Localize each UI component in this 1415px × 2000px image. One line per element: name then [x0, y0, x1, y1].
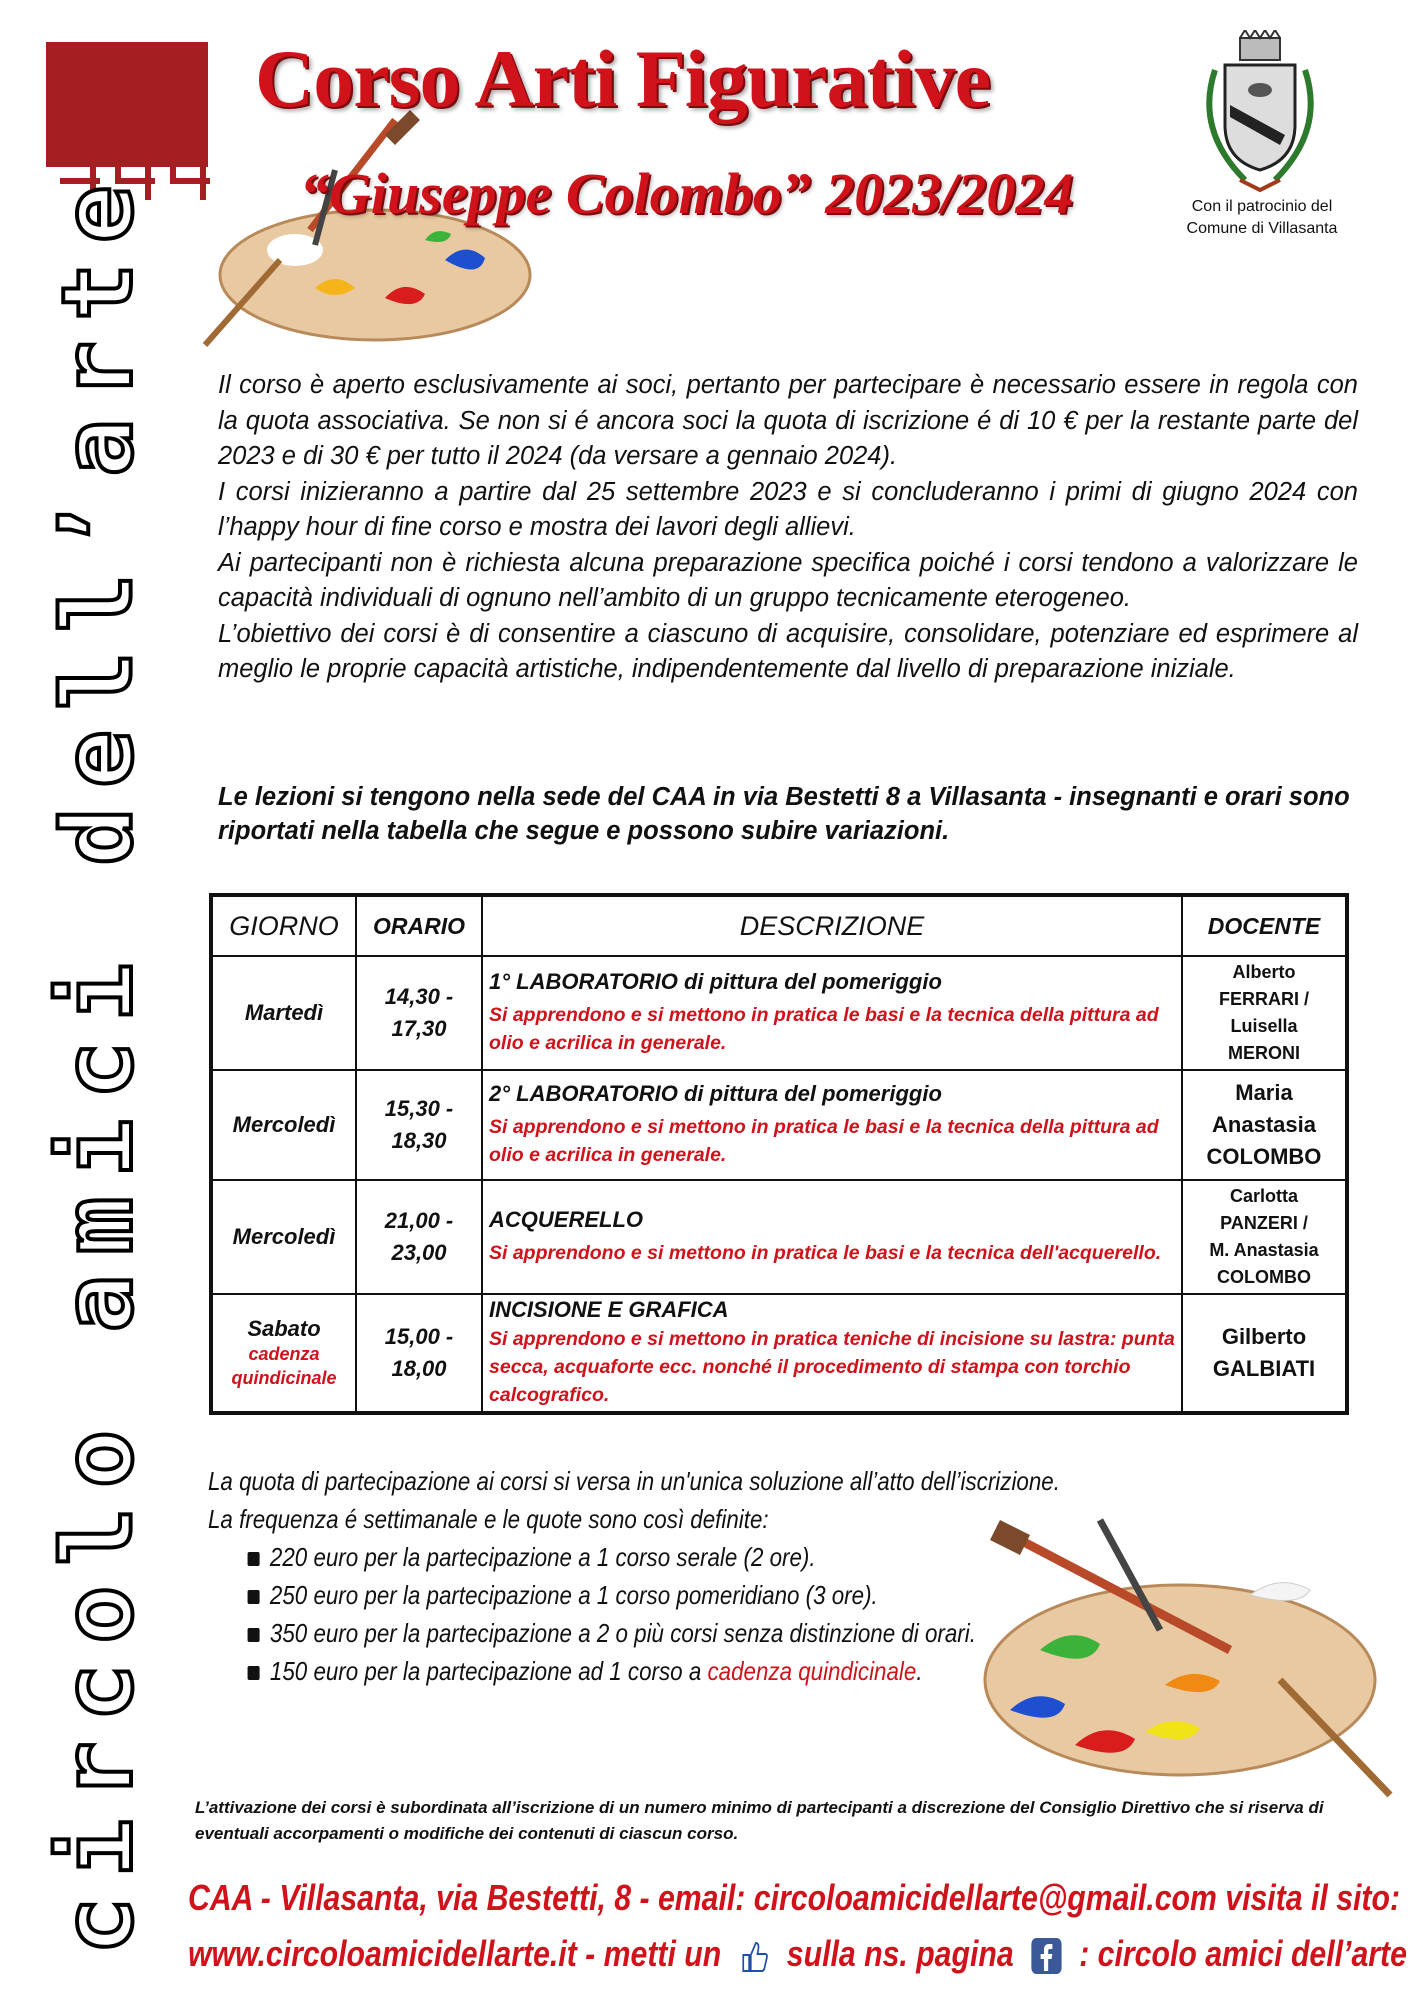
intro-paragraph-1: Il corso è aperto esclusivamente ai soci, pertanto per partecipare è necessario essere in regola con la quota associativa. Se non si é ancora soci la quota di iscrizione é di 10 € per la restante parte del 2023 e di 30 € per tutto il 2024 (da versare a gennaio 2024).: [218, 371, 1358, 470]
row-title: 2° LABORATORIO di pittura del pomeriggio: [489, 1081, 942, 1106]
villasanta-crest-icon: [1190, 30, 1330, 205]
table-row: [211, 1070, 1347, 1180]
table-row: [211, 1180, 1347, 1294]
row-time-start: 15,30 -: [384, 1096, 454, 1121]
location-note: Le lezioni si tengono nella sede del CAA in via Bestetti 8 a Villasanta - insegnanti e orari sono riportati nella tabella che segue e possono subire variazioni.: [218, 783, 1350, 845]
teacher-line: COLOMBO: [1217, 1267, 1311, 1287]
row-body: Si apprendono e si mettono in pratica teniche di incisione su lastra: punta secca, acquaforte ecc. nonché il procedimento di stampa con torchio calcografico.: [489, 1328, 1175, 1406]
row-title: 1° LABORATORIO di pittura del pomeriggio: [489, 969, 942, 994]
header-time: ORARIO: [356, 895, 482, 956]
facebook-icon[interactable]: [1030, 1937, 1062, 1975]
row-day: Martedì: [244, 1000, 324, 1025]
teacher-line: Maria: [1235, 1080, 1293, 1105]
fee-text: 350 euro per la partecipazione a 2 o più corsi senza distinzione di orari.: [269, 1618, 976, 1648]
row-time-end: 23,00: [391, 1240, 447, 1265]
page-subtitle: “Giuseppe Colombo” 2023/2024: [300, 161, 1074, 226]
vertical-text: circolo amici dell’arte: [42, 165, 154, 1955]
fees-list: [208, 1538, 1068, 1690]
list-item: [248, 1652, 1068, 1690]
footer-line-1: CAA - Villasanta, via Bestetti, 8 - email: circoloamicidellarte@gmail.com visita il sito:: [188, 1877, 1401, 1918]
fee-suffix: .: [916, 1656, 923, 1686]
page-title: Corso Arti Figurative: [255, 33, 991, 124]
fee-text: 220 euro per la partecipazione a 1 corso serale (2 ore).: [269, 1542, 816, 1572]
vertical-association-name: [42, 165, 154, 1955]
teacher-line: Carlotta: [1229, 1186, 1298, 1206]
list-item: [248, 1538, 1068, 1576]
footer-association-name: : circolo amici dell’arte: [1079, 1933, 1407, 1974]
header-teacher: DOCENTE: [1182, 895, 1347, 956]
teacher-line: Alberto: [1232, 962, 1296, 982]
fees-line-2: La frequenza é settimanale e le quote sono così definite:: [208, 1504, 769, 1534]
palette-brush-illustration-bottom: [980, 1510, 1400, 1800]
intro-paragraph-4: L’obiettivo dei corsi è di consentire a ciascuno di acquisire, consolidare, potenziare ed esprimere al meglio le proprie capacità artistiche, indipendentemente dal livello di preparazione iniziale.: [218, 619, 1358, 683]
teacher-line: Luisella: [1230, 1016, 1298, 1036]
table-row: [211, 956, 1347, 1070]
row-day: Mercoledì: [232, 1224, 336, 1249]
row-body: Si apprendono e si mettono in pratica le basi e la tecnica dell'acquerello.: [489, 1242, 1162, 1264]
row-time-end: 18,30: [391, 1128, 447, 1153]
fee-text: 250 euro per la partecipazione a 1 corso pomeridiano (3 ore).: [269, 1580, 878, 1610]
header-day: GIORNO: [211, 895, 356, 956]
row-time-start: 14,30 -: [384, 984, 454, 1009]
row-time-start: 21,00 -: [384, 1208, 454, 1233]
activation-note: L’attivazione dei corsi è subordinata all’iscrizione di un numero minimo di partecipanti a discrezione del Consiglio Direttivo che si riserva di eventuali accorpamenti o modifiche dei contenuti di ciascun corso.: [195, 1798, 1324, 1843]
teacher-line: PANZERI /: [1220, 1213, 1308, 1233]
teacher-line: COLOMBO: [1206, 1144, 1322, 1169]
footer-contacts: [188, 1870, 1407, 1982]
row-title: INCISIONE E GRAFICA: [489, 1297, 729, 1322]
teacher-line: Gilberto: [1221, 1324, 1307, 1349]
bullet-icon: [248, 1628, 260, 1642]
footer-line-2: [188, 1926, 1407, 1982]
row-day-note: cadenza quindicinale: [231, 1344, 337, 1388]
palette-brush-illustration: [185, 110, 535, 350]
thumbs-up-icon: [738, 1937, 770, 1975]
fee-highlight: cadenza quindicinale: [707, 1656, 917, 1686]
teacher-line: M. Anastasia: [1209, 1240, 1319, 1260]
teacher-line: GALBIATI: [1212, 1356, 1316, 1381]
course-schedule-table: [209, 893, 1349, 1415]
fees-section: [208, 1462, 1068, 1690]
row-time-end: 17,30: [391, 1016, 447, 1041]
patronage-line1: Con il patrocinio del: [1191, 198, 1333, 215]
table-header-row: [211, 895, 1347, 956]
teacher-line: FERRARI /: [1219, 989, 1309, 1009]
footer-page-text: sulla ns. pagina: [786, 1933, 1014, 1974]
header-description: DESCRIZIONE: [482, 895, 1182, 956]
patronage-note: [1162, 196, 1362, 240]
teacher-line: MERONI: [1228, 1043, 1300, 1063]
list-item: [248, 1576, 1068, 1614]
row-time-end: 18,00: [391, 1356, 447, 1381]
row-day: Mercoledì: [232, 1112, 336, 1137]
fees-line-1: La quota di partecipazione ai corsi si versa in un'unica soluzione all’atto dell’iscrizione.: [208, 1466, 1060, 1496]
fee-text: 150 euro per la partecipazione ad 1 corso a: [269, 1656, 708, 1686]
row-title: ACQUERELLO: [489, 1207, 643, 1232]
row-body: Si apprendono e si mettono in pratica le basi e la tecnica della pittura ad olio e acrilica in generale.: [489, 1004, 1159, 1054]
bullet-icon: [248, 1666, 260, 1680]
bullet-icon: [248, 1590, 260, 1604]
intro-text: [218, 368, 1358, 688]
caa-logo: [46, 42, 208, 167]
bullet-icon: [248, 1552, 260, 1566]
patronage-line2: Comune di Villasanta: [1186, 220, 1338, 237]
row-body: Si apprendono e si mettono in pratica le basi e la tecnica della pittura ad olio e acrilica in generale.: [489, 1116, 1159, 1166]
intro-paragraph-3: Ai partecipanti non è richiesta alcuna preparazione specifica poiché i corsi tendono a valorizzare le capacità individuali di ognuno nell’ambito di un gruppo tecnicamente eterogeneo.: [218, 548, 1358, 612]
row-day: Sabato: [247, 1316, 321, 1341]
teacher-line: Anastasia: [1212, 1112, 1316, 1137]
row-time-start: 15,00 -: [384, 1324, 454, 1349]
table-row: [211, 1294, 1347, 1413]
footer-website[interactable]: www.circoloamicidellarte.it - metti un: [188, 1933, 722, 1974]
list-item: [248, 1614, 1068, 1652]
intro-paragraph-2: I corsi inizieranno a partire dal 25 settembre 2023 e si concluderanno i primi di giugno 2024 con l’happy hour di fine corso e mostra dei lavori degli allievi.: [218, 477, 1358, 541]
